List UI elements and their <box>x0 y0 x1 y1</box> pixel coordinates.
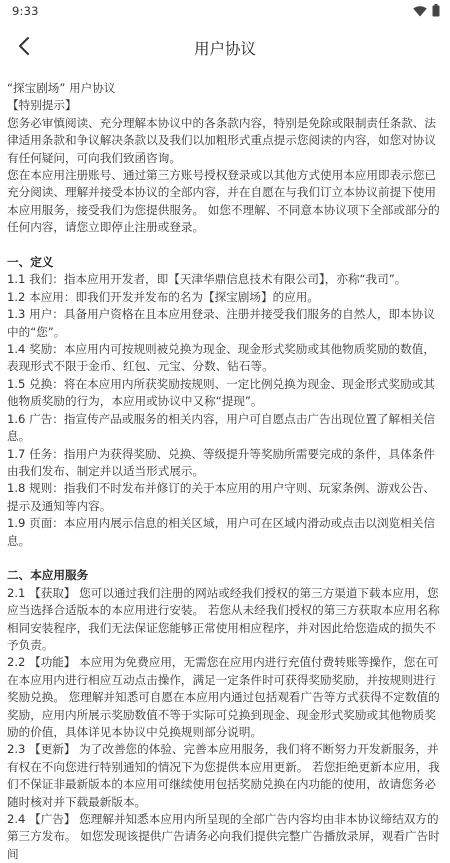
definition-item: 1.1 我们：指本应用开发者，即【天津华鼎信息技术有限公司】，亦称“我司”。 <box>7 272 407 287</box>
agreement-heading: “探宝剧场” 用户协议 <box>7 81 116 95</box>
agreement-content[interactable] <box>0 80 450 861</box>
definition-item: 1.5 兑换：将在本应用内所获奖励按规则、一定比例兑换为现金、现金形式奖励或其他物质奖励的行为，本应用或协议中又称“提现”。 <box>7 376 435 409</box>
spacer <box>7 237 440 254</box>
spacer <box>7 550 440 567</box>
status-bar <box>0 0 450 22</box>
service-item: 2.3 【更新】 为了改善您的体验、完善本应用服务，我们将不断努力开发新服务，并有权在不向您进行特别通知的情况下为您提供本应用更新。 若您拒绝更新本应用，我们不保证非最新版本的本应用可继续使用包括奖励兑换在内功能的使用，故请您务必随时核对并下载最新版本。 <box>7 742 440 809</box>
special-notice-label: 【特别提示】 <box>7 98 77 113</box>
notice-paragraph-1: 您务必审慎阅读、充分理解本协议中的各条款内容，特别是免除或限制责任条款、法律适用条款和争议解决条款以及我们以加粗形式重点提示您阅读的内容，如您对协议有任何疑问，可向我们致函咨询。 <box>7 115 436 165</box>
app-bar <box>0 22 450 74</box>
status-icons <box>413 4 440 17</box>
definition-item: 1.7 任务：指用户为获得奖励、兑换、等级提升等奖励所需要完成的条件，具体条件由我们发布、制定并以适当形式展示。 <box>7 446 435 478</box>
wifi-icon <box>413 5 427 17</box>
section-title-service: 二、本应用服务 <box>7 568 89 583</box>
service-item: 2.2 【功能】 本应用为免费应用，无需您在应用内进行充值付费转账等操作，您在可在本应用内进行相应互动点击操作，满足一定条件时可获得奖励奖励，并按规则进行奖励兑换。 您理解并知悉可自愿在本应用内通过包括观看广告等方式获得不定数值的奖励，应用内所展示奖励数值不等于实际可兑换到现金、现金形式奖励或其他物质奖励的价值，具体详见本协议中兑换规则部分说明。 <box>7 655 440 739</box>
definition-item: 1.9 页面：本应用内展示信息的相关区域，用户可在区域内滑动或点击以浏览相关信息。 <box>7 516 435 548</box>
notice-paragraph-2: 您在本应用注册账号、通过第三方账号授权登录或以其他方式使用本应用即表示您已充分阅读、理解并接受本协议的全部内容，并在自愿在与我们订立本协议前提下使用本应用服务，接受我们为您提供服务。 如您不理解、不同意本协议项下全部或部分的任何内容，请您立即停止注册或登录。 <box>7 168 440 235</box>
battery-icon <box>432 4 440 17</box>
service-item: 2.4 【广告】 您理解并知悉本应用内所呈现的全部广告内容均由非本协议缔结双方的第三方发布。 如您发现该提供广告请务必向我们提供完整广告播放录屏，观看广告时间 <box>7 812 440 861</box>
page-title: 用户协议 <box>193 40 256 58</box>
status-time: 9:33 <box>12 4 39 18</box>
definition-item: 1.8 规则：指我们不时发布并修订的关于本应用的用户守则、玩家条例、游戏公告、提示及通知等内容。 <box>7 481 435 513</box>
definition-item: 1.4 奖励：本应用内可按规则被兑换为现金、现金形式奖励或其他物质奖励的数值，表现形式不限于金币、红包、元宝、分数、钻石等。 <box>7 342 435 374</box>
definition-item: 1.3 用户：具备用户资格在且本应用登录、注册并接受我们服务的自然人，即本协议中的“您”。 <box>7 307 435 339</box>
service-item: 2.1 【获取】 您可以通过我们注册的网站或经我们授权的第三方渠道下载本应用，您应当选择合适版本的本应用进行安装。 若您从未经我们授权的第三方获取本应用名称相同安装程序，我们无法保证您能够正常使用相应程序，并对因此给您造成的损失不予负责。 <box>7 585 440 652</box>
section-title-definitions: 一、定义 <box>7 255 54 270</box>
definition-item: 1.6 广告：指宣传产品或服务的相关内容，用户可自愿点击广告出现位置了解相关信息。 <box>7 411 435 444</box>
definition-item: 1.2 本应用：即我们开发并发布的名为【探宝剧场】的应用。 <box>7 289 319 304</box>
